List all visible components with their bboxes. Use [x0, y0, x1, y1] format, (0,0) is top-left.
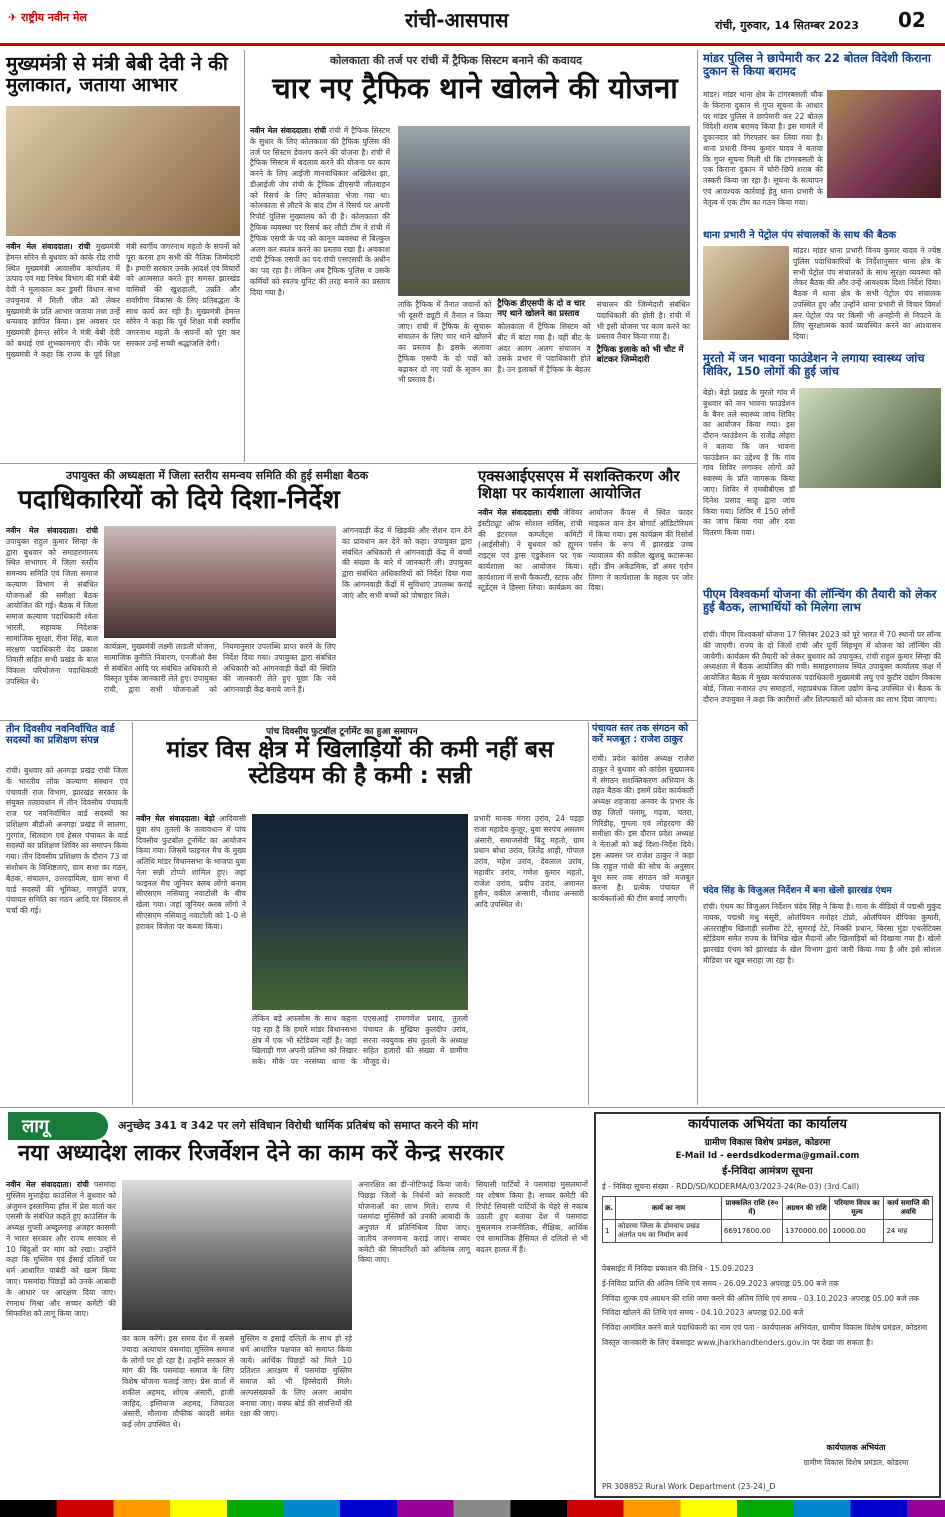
story-body	[250, 126, 390, 456]
story-body: रांची। प्रदेश कांग्रेस अध्यक्ष राजेश ठाकुर ने बुधवार को कांग्रेस मुख्यालय में संगठन सशक्तिकरण अभियान के तहत बैठक की। इसमें प्रदेश कार्यकारी अध्यक्ष शहजादा अनवर के प्रभार के छह जिलों पलामू, गढ़वा, चतरा, गिरिडीह, गुमला एवं लोहरदगा की समीक्षा की। इस दौरान प्रदेश अध्यक्ष ने नेताओं को कई दिशा-निर्देश दिये। इस अवसर पर राजेश ठाकुर ने कहा कि राहुल गांधी की सोच के अनुसार बूथ स्तर तक संगठन को मजबूत करना है। प्रत्येक पंचायत में कार्यकर्ताओं की टीम बनाई जाएगी।	[592, 754, 695, 904]
story-body: कार्यक्रम, मुख्यमंत्री लक्ष्मी लाडली योजना, सामाजिक कुरीति निवारण, एनजीओ वैस से संबंधित आदि पर संबंधित अधिकारी से विस्तृत पूर्वक जानकारी लेते हुए। उपायुक्त रांची, द्वारा सभी योजनाओं को नियमानुसार उपलब्धि प्राप्त करने के लिए निर्देश दिया गया। उपायुक्त द्वारा संबंधित अधिकारी को आंगनवाड़ी केंद्रों की स्थिति की जानकारी लेते हुए पूछा कि नये आंगनवाड़ी केंद्र बनाये जाने हैं।	[104, 642, 336, 695]
table-header: कार्य समाप्ति की अवधि	[884, 1197, 933, 1220]
body-text: कोलकाता में ट्रैफिक सिस्टम को बीट में बांटा गया है। वहीं बीट के अंदर अलग अलग संचालन व उसके प्रभार में पदाधिकारी होते हैं। उन इलाकों में ट्रैफिक के बेहतर संचालन की जिम्मेदारी संबंधित पदाधिकारी की होती है। रांची में भी इसी योजना पर काम करने का प्रस्ताव तैयार किया गया है।	[497, 300, 690, 375]
headline: नया अध्यादेश लाकर रिजर्वेशन देने का काम करें केन्द्र सरकार	[18, 1141, 504, 1166]
story-body: अनारक्षित का डी-नोटिफाई किया जाये। पिछड़ा जिलों के निर्धनों को सरकारी योजनाओं का लाभ मिले। राज्य में पसमांदा मुस्लिमों को उनकी आबादी के अनुपात में प्रतिनिधित्व दिया जाए। जातीय जनगणना कराई जाए। सच्चर कमेटी की सिफारिशों को अविलंब लागू किया जाए।	[358, 1180, 470, 1265]
tender-table-wrap	[602, 1196, 933, 1243]
story-body	[6, 1180, 116, 1498]
story-congress	[592, 724, 694, 1104]
body-text: ताकि ट्रैफिक में तैनात जवानों को भी दूसरी ड्यूटी में तैनात न किया जाए। रांची में ट्रैफिक के सुचारू संचालन के लिए चार थाने खोलने का प्रस्ताव है। इसके अलावा ट्रैफिक एसपी के दो पदों को बढ़ाकर दो नए पदों के सृजन का भी प्रस्ताव है।	[398, 300, 492, 385]
story-traffic	[250, 50, 693, 460]
headline: मुरतो में जन भावना फाउंडेशन ने लगाया स्वास्थ्य जांच शिविर, 150 लोगों की हुई जांच	[703, 351, 925, 378]
table-cell: 24 माह	[884, 1220, 933, 1243]
body-text: पसमांदा मुस्लिम मुत्ताहेदा काउंसिल ने बुधवार को अंजुमन इस्लामिया हॉल में प्रेस वार्ता कर एससी के संबंधित कहते हुए काउंसिल के अध्यक्ष मुफ्ती अब्दुल्लाह अजहर कासमी ने भारत सरकार और राज्य सरकार से 10 बिंदुओं पर मांग को रखा। उन्होंने कहा कि मुस्लिम एवं ईसाई दलितों पर धर्म आधारित पाबंदी को खत्म किया जाए। पसमांदा पिछड़ों को उनके आबादी के आधार पर आरक्षण दिया जाए। रंगनाथ मिश्रा और सच्चर कमेटी की सिफारिश को लागू किया जाए।	[6, 1180, 116, 1319]
story-pm-vishwakarma	[703, 588, 941, 1103]
body-text: उपायुक्त राहुल कुमार सिन्हा के द्वारा बुधवार को समाहरणालय स्थित सभागार में जिला स्तरीय समन्वय समिति एवं जिला समाज कल्याण विभाग से संबंधित योजनाओं की समीक्षा बैठक आयोजित की गई। बैठक में जिला समाज कल्याण पदाधिकारी श्वेता भारती, सहायक निदेशक सामाजिक सुरक्षा, रीना सिंह, बाल संरक्षण पदाधिकारी वेद प्रकाश तिवारी सहित सभी प्रखंड के बाल विकास परियोजना पदाधिकारी उपस्थित थे।	[6, 536, 98, 686]
headline: मांडर पुलिस ने छापेमारी कर 22 बोतल विदेशी किराना दुकान से किया बरामद	[703, 51, 931, 78]
photo-dc-meeting	[104, 526, 336, 638]
story-health-camp	[703, 352, 941, 580]
tender-line: निविदा खोलने की तिथि एवं समय - 04.10.2023 अपराह्न 02.00 बजे	[602, 1308, 804, 1318]
body-text: कोलकाता की ट्रैफिक व्यवस्था पर रिसर्च कर लौटी टीम ने रांची में ट्रैफिक एसपी के पद को कानून व्यवस्था से बिल्कुल अलग कर स्वतंत्र करने का प्रस्ताव रखा है। अवकाश रांची ट्रैफिक एसपी का पद रांची एसएसपी के अधीन का पद रहा है। लेकिन अब ट्रैफिक पुलिस व उसके कर्मियों को स्वतंत्र यूनिट की तरह बनाने का प्रस्ताव दिया गया है।	[250, 212, 390, 297]
story-body	[478, 508, 693, 716]
story-body: मांडर। मांडर थाना प्रभारी विनय कुमार यादव ने ज्येष्ठ पुलिस पदाधिकारियों के निर्देशानुसार थाना क्षेत्र के सभी पेट्रोल पंप संचालकों के साथ सुरक्षा व्यवस्था को लेकर बैठक की और उन्हें आवश्यक दिशा निर्देश दिया। बैठक में थाना क्षेत्र के सभी पेट्रोल पंप संचालक उपस्थित हुए और उन्होंने थाना प्रभारी से विचार विमर्श कर पेट्रोल पंप पर किसी भी अनहोनी से निपटने के लिए सुरक्षात्मक कार्य व्यवस्थित करने का आश्वासन दिया।	[793, 246, 941, 342]
story-body: रांची। एंथम का विजुअल निर्देशन चंदेव सिंह ने किया है। गाना के वीडियो में पद्मश्री मुकुंद नायक, पद्मश्री मधु मंसूरी, ओलंपियन मनोहर टोप्नो, ओलंपियन दीपिका कुमारी, अंतरराष्ट्रीय खिलाड़ी सलीमा टेटे, सुमराई टेटे, निक्की प्रधान, बिरसा मुंडा एथलेटिक्स स्टेडियम समेत राज्य के विभिन्न खेल मैदानों और खिलाड़ियों को दिखाया गया है। खेलो झारखंड एंथम को झारखंड के खेल विभाग द्वारा जारी किया गया है और इसे सोशल मीडिया पर खूब सराहा जा रहा है।	[703, 902, 941, 965]
story-body-columns	[398, 300, 690, 458]
story-stadium	[136, 722, 584, 1104]
headline: चार नए ट्रैफिक थाने खोलने की योजना	[272, 71, 678, 105]
body-text: आदिवासी युवा संघ तुतलो के तत्वावधान में पांच दिवसीय फुटबॉल टूर्नामेंट का आयोजन किया गया। जिसमें फाइनल मैच के मुख्य अतिथि मांडर विधानसभा के भाजपा युवा नेता सन्नी टोप्पो शामिल हुए। जहां फाइनल मैच जूनियर क्लब लोंगो बनाम सीएसएम नसियातु नवाटोली के बीच खेला गया। जहां जूनियर क्लब लोंगो ने सीएसएम नसियातु नवाटोली को 1-0 से हराकर विजेता पर कब्जा किया।	[136, 814, 246, 931]
table-cell: 1370000.00	[783, 1220, 830, 1243]
headline: पीएम विश्वकर्मा योजना की लॉन्चिंग की तैयारी को लेकर हुई बैठक, लाभार्थियों को मिलेगा लाभ	[703, 587, 937, 614]
column-rule	[697, 50, 698, 1105]
story-body: का काम करेंगे। इस समय देश में सबसे ज्यादा अत्याचार पसमांदा मुस्लिम समाज के लोगों पर हो रहा है। उन्होंने सरकार से मांग की कि पसमांदा समाज के लिए विशेष योजना चलाई जाए। प्रेस वार्ता में शकील अहमद, शोएब अंसारी, हाजी जाहिद, इम्तियाज अहमद, जियाउल अंसारी, मौलाना तौफीक कादरी समेत कई लोग उपस्थित थे।	[122, 1334, 234, 1430]
story-workshop	[478, 468, 693, 716]
headline: पदाधिकारियों को दिये दिशा-निर्देश	[18, 485, 340, 515]
table-header: अग्रधन की राशि	[783, 1197, 830, 1220]
dateline: रांची, गुरुवार, 14 सितम्बर 2023	[715, 19, 859, 32]
row-rule	[0, 1107, 945, 1108]
table-cell: 66917600.00	[721, 1220, 782, 1243]
column-rule	[244, 50, 245, 462]
photo-cm-meeting	[6, 106, 240, 236]
table-header: क्र.	[603, 1197, 616, 1220]
headline: पंचायत स्तर तक संगठन को करें मजबूत : राजेश ठाकुर	[592, 723, 689, 745]
headline: मांडर विस क्षेत्र में खिलाड़ियों की कमी नहीं बस स्टेडियम की है कमी : सन्नी	[166, 737, 554, 789]
story-body	[6, 526, 98, 716]
tender-title: ई-निविदा आमंत्रण सूचना	[722, 1166, 813, 1177]
table-header-row	[603, 1197, 933, 1220]
tender-office: कार्यपालक अभियंता का कार्यालय	[688, 1117, 847, 1132]
tender-line: ई-निविदा प्राप्ति की अंतिम तिथि एवं समय - 26.09.2023 अपराह्न 05.00 बजे तक	[602, 1278, 839, 1288]
tender-lines	[602, 1264, 933, 1434]
logo-text: राष्ट्रीय नवीन मेल	[21, 11, 87, 24]
photo-press-conference	[122, 1180, 352, 1330]
row-rule	[0, 720, 697, 721]
byline: नवीन मेल संवाददाता। बेड़ो	[136, 814, 215, 823]
subhead: ट्रैफिक इलाके को भी चौट में बांटकर जिम्मेदारी	[596, 345, 684, 365]
bird-icon: ✈	[8, 11, 18, 24]
story-body: रांची। पीएम विश्वकर्मा योजना 17 सितंबर 2023 को पूरे भारत में 70 स्थानों पर लॉन्च की जाएगी। राज्य के दो जिलों रांची और पूर्वी सिंहभूम में योजना को लॉन्चिंग की जायेगी। कार्यक्रम की तैयारी को लेकर बुधवार को उपायुक्त, रांची राहुल कुमार सिन्हा की अध्यक्षता में बैठक आयोजित की गयी। समाहरणालय स्थित उपायुक्त कार्यालय कक्ष में आयोजित बैठक में मुख्य कार्यपालक पदाधिकारी मुख्यमंत्री लघु एवं कुटीर उद्योग विकास बोर्ड, जिला नजारत उप समाहर्ता, महाप्रबंधक जिला उद्योग केन्द्र उपस्थित थे। बैठक के दौरान उपायुक्त ने कहा कि कारीगरों और शिल्पकारों को योजना का लाभ दिया जाएगा।	[703, 630, 941, 704]
kicker: कोलकाता की तर्ज पर रांची में ट्रैफिक सिस्टम बनाने की कवायद	[330, 54, 582, 67]
story-body-wrap	[6, 242, 240, 458]
row-rule	[0, 463, 697, 464]
table-cell: 10000.00	[830, 1220, 884, 1243]
story-body: लेकिन बड़े अफसोस के साथ कहना पड़ रहा है कि हमारे मांडर विधानसभा क्षेत्र में एक भी स्टेडियम नहीं है। जहां खिलाड़ी गण अपनी प्रतिभा को निखार सके। मौके पर नरसंघ्या थाना के एएसआई रामगणेश प्रसाद, तुतलो पंचायत के मुखिया कुलदीप उरांव, सरना नवयुवक संघ तुतलो के अध्यक्ष सहित हजारों की संख्या में ग्रामीण मौजूद थे।	[252, 1014, 468, 1067]
tender-signature: कार्यपालक अभियंता	[826, 1443, 886, 1452]
table-header: परिमाण विपत्र का मूल्य	[830, 1197, 884, 1220]
headline: मुख्यमंत्री से मंत्री बेबी देवी ने की मुलाकात, जताया आभार	[6, 53, 228, 97]
tender-line: वेबसाईट में निविदा प्रकाशन की तिथि - 15.09.2023	[602, 1264, 754, 1273]
story-body: मुस्लिम व इसाई दलितों के साथ हो रहे धर्म आधारित पक्षपात को समाप्त किया जाये। आर्थिक पिछड़ों को मिले 10 प्रतिशत आरक्षण में पसमांदा मुस्लिम समाज को भी हिस्सेदारी मिले। अल्पसंख्यकों के लिए अलग आयोग बनाया जाए। वक्फ बोर्ड की संपत्तियों की रक्षा की जाए।	[240, 1334, 352, 1419]
byline: नवीन मेल संवाददाता। रांची	[6, 1180, 89, 1189]
newspaper-logo	[8, 10, 87, 25]
masthead	[0, 0, 945, 46]
story-body	[6, 242, 240, 456]
column-rule	[588, 722, 589, 1105]
kicker: उपायुक्त की अध्यक्षता में जिला स्तरीय समन्वय समिति की हुई समीक्षा बैठक	[66, 469, 369, 482]
story-body: सियासी पार्टियों ने पसमांदा मुसलमानों पर शोषण किया है। सच्चर कमेटी की रिपोर्ट सियासी पार्टियों के चेहरे से नकाब उठाती हुए बताया देश में पसमांदा मुसलमान राजनीतिक, सैक्षिक, आर्थिक एवं सामाजिक हैसियत से दलितों से भी बदतर हालत में हैं।	[476, 1180, 588, 1254]
tender-line: विस्तृत जानकारी के लिए वेबसाइट www.jharkhandtenders.gov.in पर देखा जा सकता है।	[602, 1337, 874, 1347]
table-row	[603, 1220, 933, 1243]
photo-health-camp	[799, 388, 941, 488]
kicker: पांच दिवसीय फुटबॉल टूर्नामेंट का हुआ समापन	[266, 727, 418, 737]
subhead: थाना प्रभारी ने पेट्रोल पंप संचालकों के साथ की बैठक	[703, 230, 897, 241]
column-rule	[132, 722, 133, 1105]
story-body: प्रभारी मानक मंगरा उरांव, 24 पड़हा राजा महादेव कुजूर, युवा सरपंच असलम अंसारी, समाजसेवी बिंदु महतो, ग्राम प्रधान बोधा उरांव, जितेंद्र शाही, गोपाल उरांव, महेश उरांव, देवलाल उरांव, महावीर उरांव, गणेश कुमार महतो, राजेश उरांव, प्रदीप उरांव, अमानत हुसैन, वकील अन्सारी, नौशाद अन्सारी आदि उपस्थित थे।	[474, 814, 584, 910]
story-body: मांडर। मांडर थाना क्षेत्र के टांगरबसली चौक के किराना दुकान से गुप्त सूचना के आधार पर मांडर पुलिस ने छापेमारी कर 22 बोतल विदेशी शराब बरामद किया है। इस मामले में दुकानदार को गिरफ्तार कर लिया गया है। थाना प्रभारी विनय कुमार यादव ने बताया कि गुप्त सूचना मिली थी कि टांगरबसली के एक किराना दुकान में चोरी-छिपे शराब की तस्करी किया जा रहा है। सूचना के सत्यापन एवं आवश्यक कार्रवाई हेतु थाना प्रभारी के नेतृत्व में एक टीम का गठन किया गया।	[703, 90, 823, 207]
body-text: रांची में ट्रैफिक सिस्टम के सुधार के लिए कोलकाता की ट्रैफिक पुलिस की तर्ज पर सिस्टम डेवलप करने की योजना है। रांची में ट्रैफिक सिस्टम में बदलाव करने की योजना पर काम करने के लिए आईजी मानवाधिकार अखिलेश झा, डीआईजी जेप रांची के ट्रैफिक डीएसपी जीतवाहन को रिसर्च के लिए कोलकाता भेजा गया था। कोलकाता से लौटने के बाद टीम ने रिसर्च पर अपनी रिपोर्ट पुलिस मुख्यालय को दी है।	[250, 126, 390, 222]
subhead: ट्रैफिक डीएसपी के दो व चार नए थाने खोलने का प्रस्ताव	[497, 299, 585, 319]
tag-lagu: लागू	[8, 1112, 108, 1140]
tender-division: ग्रामीण विकास विशेष प्रमंडल, कोडरमा	[704, 1138, 831, 1148]
page-number: 02	[898, 8, 926, 32]
tender-line: निविदा आमंत्रित करने वाले पदाधिकारी का नाम एवं पता - कार्यपालक अभियंता, ग्रामीण विकास विशेष प्रमंडल, कोडरमा	[602, 1323, 928, 1333]
kicker: अनुच्छेद 341 व 342 पर लगे संविधान विरोधी धार्मिक प्रतिबंध को समाप्त करने की मांग	[118, 1119, 478, 1132]
table-header: प्राक्कलित राशि (रु० में)	[721, 1197, 782, 1220]
byline: नवीन मेल संवाददाता। रांची	[250, 126, 327, 135]
subhead: चंदेव सिंह के विजुअल निर्देशन में बना खेलो झारखंड एंथम	[703, 886, 892, 896]
body-text: मुख्यमंत्री हेमन्त सोरेन से बुधवार को कांके रोड रांची स्थित मुख्यमंत्री आवासीय कार्यालय में उत्पाद एवं मद्य निषेध विभाग की मंत्री बेबी देवी ने मुलाकात कर डुमरी विधान सभा उपचुनाव में मिली जीत को लेकर मुख्यमंत्री के प्रति आभार जताया तथा उन्हें धन्यवाद ज्ञापित किया। इस अवसर पर मुख्यमंत्री हेमन्त सोरेन ने मंत्री बेबी देवी को बधाई एवं शुभकामनाएं दी। मौके पर मुख्यमंत्री ने कहा कि राज्य के पूर्व शिक्षा मंत्री स्वर्गीय जगरनाथ महतो के सपनों को पूरा करना हम सभी की नैतिक जिम्मेदारी है। हमारी सरकार उनके आदर्श एवं विचारों को आत्मसात करते हुए समस्त झारखंड वासियों की खुशहाली, उन्नति और सर्वांगीण विकास के लिए प्रतिबद्धता के साथ कार्य कर रही है। मुख्यमंत्री हेमन्त सोरेन ने कहा कि पूर्व शिक्षा मंत्री स्वर्गीय जगरनाथ महतो के सपनों को पूरा कर सरकार उन्हें सच्ची श्रद्धांजलि देगी।	[6, 242, 240, 359]
story-body: आंगनवाड़ी केंद्र में खिड़की और रोशन दान देने का प्रावधान कर देने को कहा। उपायुक्त द्वारा संबंधित अधिकारी से आंगनवाड़ी केंद्र में बच्चों की संख्या के बारे में जानकारी ली। उपायुक्त द्वारा संबंधित अधिकारियों को निर्देश दिया गया कि आंगनवाड़ी केंद्रों में सुविधाएं उपलब्ध कराई जाएं और सभी बच्चों को पोषाहार मिले।	[342, 526, 472, 600]
table-cell: 1	[603, 1220, 616, 1243]
byline: नवीन मेल संवाददाता। रांची	[478, 508, 559, 517]
story-mandar-police	[703, 52, 941, 342]
byline: नवीन मेल संवाददाता। रांची	[6, 242, 91, 251]
table-cell: कोडरमा जिला के डोमचांच प्रखंड अंतर्गत पथ का निर्माण कार्य	[616, 1220, 722, 1243]
story-body	[136, 814, 246, 1104]
tender-notice	[594, 1112, 941, 1498]
tender-pr: PR 308852 Rural Work Department (23-24)_D	[602, 1482, 776, 1491]
tender-line: निविदा शुल्क एवं अग्रधन की राशि जमा करने की अंतिम तिथि एवं समय - 03.10.2023 अपराह्न 05.00 बजे तक	[602, 1293, 919, 1303]
tender-email: E-Mail Id - eerdsdkoderma@gmail.com	[675, 1151, 860, 1161]
headline: एक्सआईएसएस में सशक्तिकरण और शिक्षा पर कार्यशाला आयोजित	[478, 467, 680, 502]
photo-football-final	[252, 814, 468, 1010]
story-cm	[6, 54, 240, 459]
section-title: रांची-आसपास	[405, 8, 509, 32]
photo-station-officer	[703, 246, 789, 340]
photo-liquor-seized	[827, 90, 941, 198]
headline: तीन दिवसीय नवनिर्वाचित वार्ड सदस्यों का प्रशिक्षण संपन्न	[6, 724, 115, 747]
tender-sign-office: ग्रामीण विकास विशेष प्रमंडल, कोडरमा	[803, 1458, 909, 1467]
tender-table	[602, 1196, 933, 1243]
story-body: रांची। बुधवार को अनगड़ा प्रखंड रांची जिला के भारतीय लोक कल्याण संस्थान एवं पंचायती राज विभाग, झारखंड सरकार के संयुक्त तत्वावधान में तीन दिवसीय पंचायती राज पर नवनिर्वाचित वार्ड सदस्यों का प्रशिक्षण बीडीओ अनगड़ा प्रखंड में सालगा, गुरगांव, सिलदाग एवं हेसल पंचायत के वार्ड सदस्यों का प्रशिक्षण शिविर का समापन किया गया। तीन दिवसीय प्रशिक्षण के दौरान 73 वां संशोधन के विशिष्टताएं, ग्राम सभा का गठन, बैठक, संचालन, उत्तरदायित्व, ग्राम सभा में वार्ड सदस्यों की भूमिका, गणपूर्ति प्रपत्र, पंचायत समिति का गठन आदि पर विस्तार से चर्चा की गई।	[6, 766, 129, 916]
body-text: जेवियर इंस्टीट्यूट ऑफ सोशल सर्विस, रांची की इंटरनल कम्प्लेंट्स कमिटी (आईसीसी) ने बुधवार को ह्यूमन राइट्स एवं ड्रग्स एडुकेशन पर एक कार्यशाला का आयोजन किया। कार्यशाला में सभी फैकल्टी, स्टाफ और स्टूडेंट्स ने हिस्सा लिया। कार्यक्रम का आयोजन कैंपस में स्थित फादर माइकल वान डेन बोगार्ट ऑडिटोरियम में किया गया। इस कार्यक्रम की रिसोर्स पर्सन के रूप में झारखंड उच्च न्यायालय की वकील खुशबू कटारूका रहीं। डीन अकेडमिक, डॉ अमर एरोन तिग्गा ने कार्यशाला के महत्व पर जोर दिया।	[478, 508, 693, 593]
byline: नवीन मेल संवाददाता। रांची	[6, 526, 98, 535]
story-training	[6, 724, 128, 1104]
photo-traffic-jam	[398, 126, 690, 296]
story-body: बेड़ो। बेड़ो प्रखंड के मुरतो गांव में बुधवार को जन भावना फाउंडेशन के बैनर तले स्वास्थ्य जांच शिविर का आयोजन किया गया। इस दौरान फाउंडेशन के राजेंद्र लोहरा ने बताया कि जन भावना फाउंडेशन का उद्देश्य है कि गांव गांव शिविर लगाकर लोगों को स्वास्थ्य के प्रति जागरूक किया जाए। शिविर में एमबीबीएस डॉ दिनेश प्रसाद साहू द्वारा जांच किया गया। शिविर में 150 लोगों का जांच किया गया और दवा वितरण किया गया।	[703, 388, 795, 538]
table-header: कार्य का नाम	[616, 1197, 722, 1220]
color-registration-bar	[0, 1500, 945, 1517]
tender-ref: ई - निविदा सूचना संख्या - RDD/SD/KODERMA/03/2023-24(Re-03) (3rd Call)	[602, 1182, 860, 1191]
story-dc-meeting	[6, 466, 472, 716]
